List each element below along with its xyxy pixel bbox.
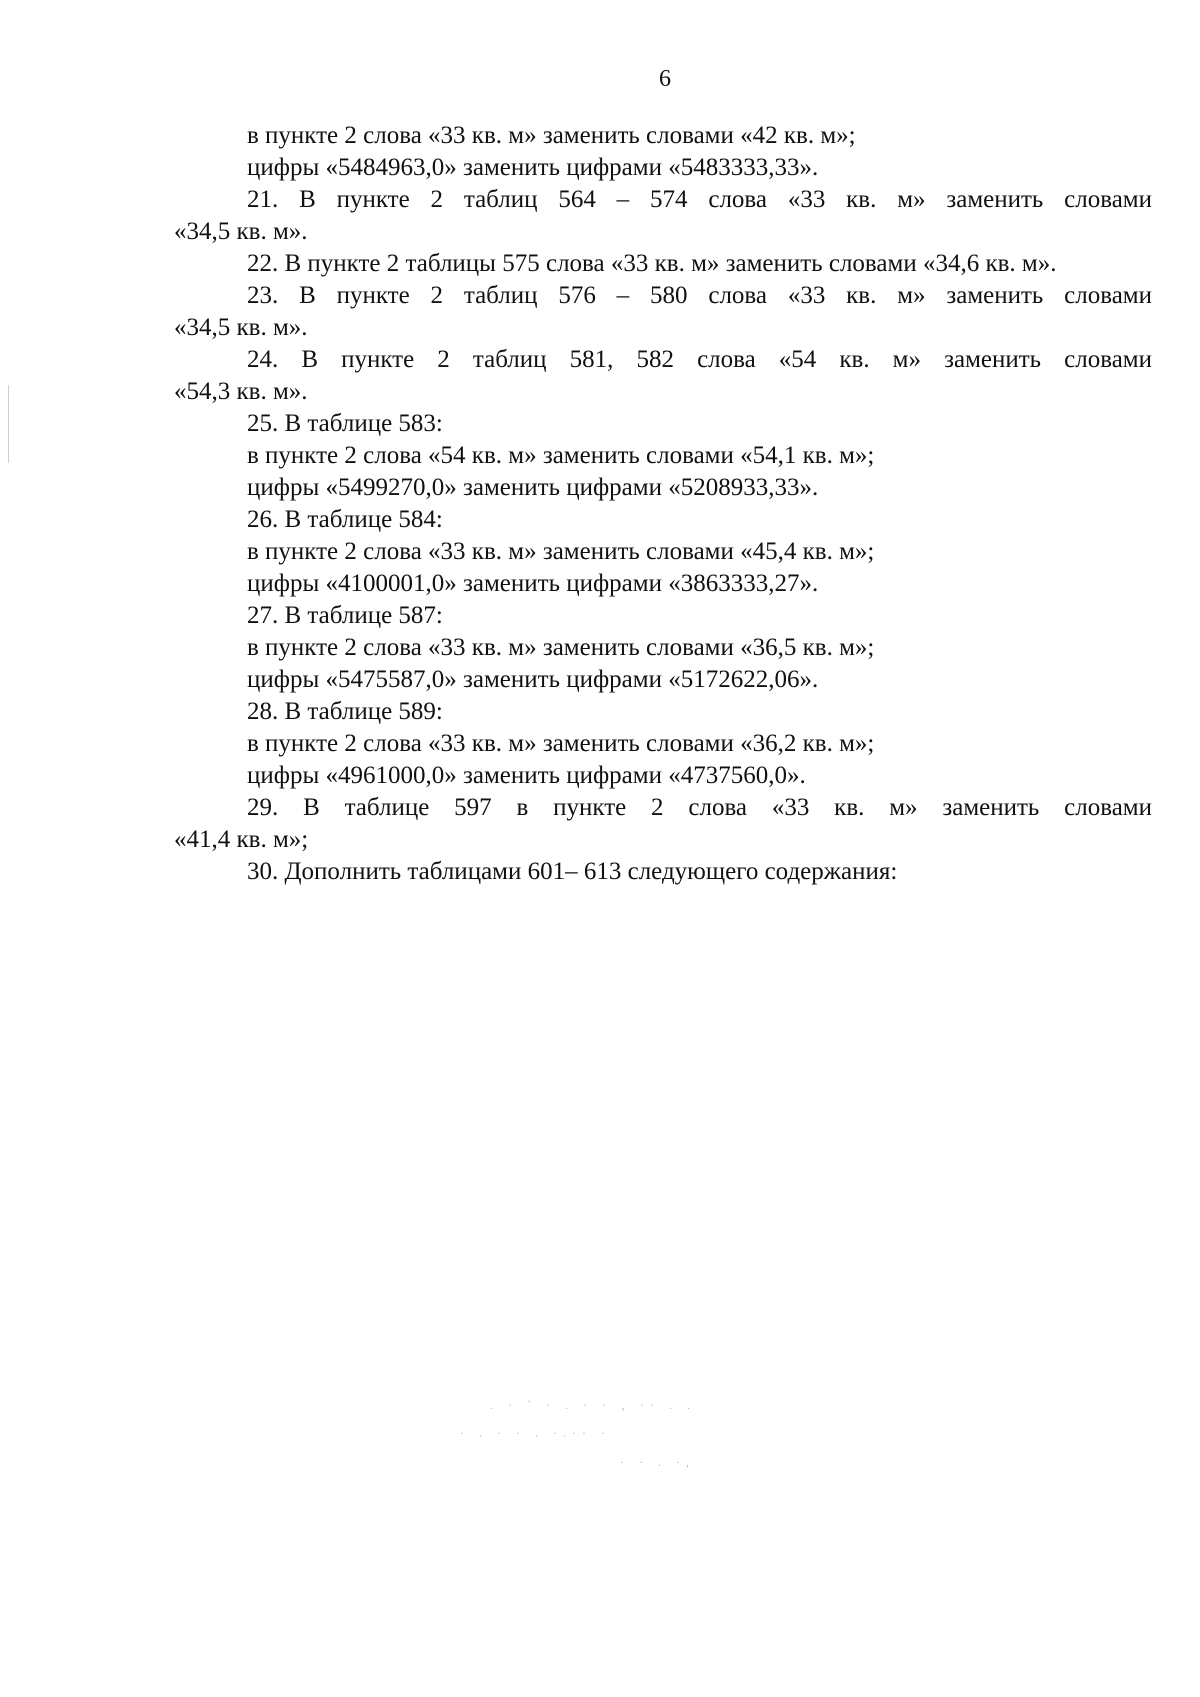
paragraph-28: 28. В таблице 589: [247, 698, 443, 725]
paragraph-21 [174, 184, 1152, 248]
paragraph-27: 27. В таблице 587: [247, 602, 443, 629]
text-line: цифры «4100001,0» заменить цифрами «3863333,27». [247, 570, 819, 597]
document-body [174, 120, 1152, 888]
text-line: цифры «5499270,0» заменить цифрами «5208933,33». [247, 474, 819, 501]
paragraph-24 [174, 344, 1152, 408]
text-line: в пункте 2 слова «33 кв. м» заменить словами «45,4 кв. м»; [247, 538, 875, 565]
paragraph-first-line: 29. В таблице 597 в пункте 2 слова «33 кв. м» заменить словами [247, 794, 1152, 821]
paragraph-22: 22. В пункте 2 таблицы 575 слова «33 кв. м» заменить словами «34,6 кв. м». [247, 250, 1057, 277]
paragraph-first-line: 21. В пункте 2 таблиц 564 – 574 слова «33 кв. м» заменить словами [247, 186, 1152, 213]
scan-speckle: · · . ·, [620, 1455, 695, 1469]
text-line: в пункте 2 слова «33 кв. м» заменить словами «42 кв. м»; [247, 122, 856, 149]
scan-speckle: · . · · . ·.·· · [460, 1426, 611, 1440]
paragraph-continuation: «34,5 кв. м». [174, 314, 308, 341]
page-number: 6 [659, 66, 671, 92]
scan-speckle: . · ` · . · · ‚ ·· . . [490, 1398, 696, 1412]
text-line: цифры «5475587,0» заменить цифрами «5172622,06». [247, 666, 819, 693]
paragraph-continuation: «34,5 кв. м». [174, 218, 308, 245]
paragraph-29 [174, 792, 1152, 856]
paragraph-first-line: 24. В пункте 2 таблиц 581, 582 слова «54 кв. м» заменить словами [247, 346, 1152, 373]
paragraph-23 [174, 280, 1152, 344]
text-line: цифры «4961000,0» заменить цифрами «4737560,0». [247, 762, 806, 789]
paragraph-continuation: «41,4 кв. м»; [174, 826, 309, 853]
scan-margin-mark [8, 385, 9, 463]
text-line: в пункте 2 слова «54 кв. м» заменить словами «54,1 кв. м»; [247, 442, 875, 469]
text-line: в пункте 2 слова «33 кв. м» заменить словами «36,2 кв. м»; [247, 730, 875, 757]
paragraph-30: 30. Дополнить таблицами 601– 613 следующего содержания: [247, 858, 898, 885]
paragraph-continuation: «54,3 кв. м». [174, 378, 308, 405]
text-line: в пункте 2 слова «33 кв. м» заменить словами «36,5 кв. м»; [247, 634, 875, 661]
paragraph-25: 25. В таблице 583: [247, 410, 443, 437]
paragraph-first-line: 23. В пункте 2 таблиц 576 – 580 слова «33 кв. м» заменить словами [247, 282, 1152, 309]
paragraph-26: 26. В таблице 584: [247, 506, 443, 533]
text-line: цифры «5484963,0» заменить цифрами «5483333,33». [247, 154, 819, 181]
